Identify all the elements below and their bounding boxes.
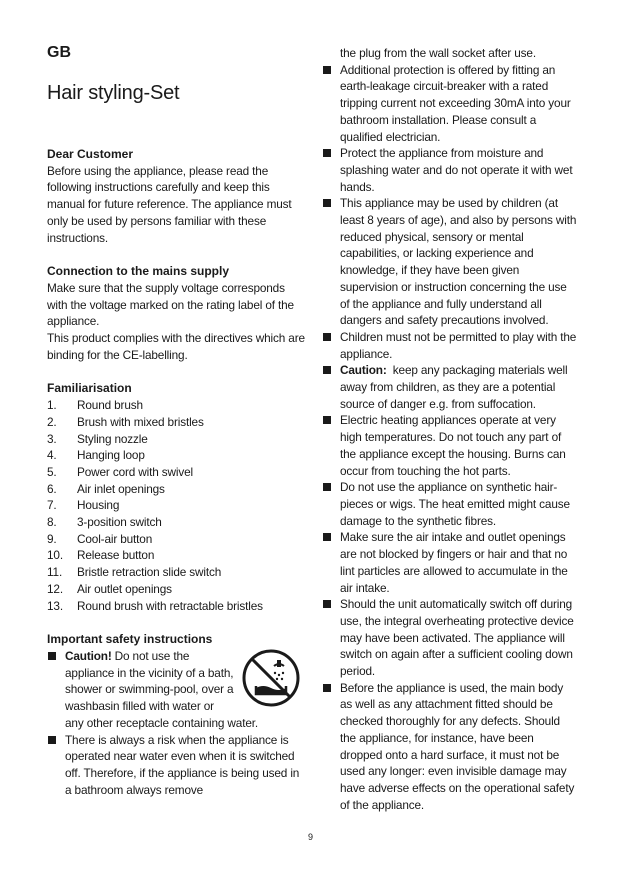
list-item: Before the appliance is used, the main body as well as any attachment fitted should be checked thoroughly for any defects. Should the appliance, for instance, have been dropped onto a hard surface, it must not be used any longer: even invisible damage may have adverse effects on the operational safety of the appliance. [322, 680, 577, 814]
list-item: 8. 3-position switch [47, 515, 162, 530]
bullet-square-icon [323, 149, 331, 157]
list-item: 11. Bristle retraction slide switch [47, 565, 222, 580]
list-item: 7. Housing [47, 498, 120, 513]
list-item: Protect the appliance from moisture and splashing water and do not operate it with wet hands. [322, 145, 577, 195]
language-code: GB [47, 44, 71, 61]
bullet-square-icon [323, 684, 331, 692]
dear-customer-heading: Dear Customer [47, 147, 134, 161]
right-column [322, 45, 577, 813]
bullet-square-icon [323, 66, 331, 74]
bullet-square-icon [48, 736, 56, 744]
bullet-square-icon [323, 416, 331, 424]
safety-section [47, 631, 305, 798]
mains-supply-section [47, 263, 305, 363]
familiarisation-heading: Familiarisation [47, 381, 132, 396]
safety-list-right [322, 62, 577, 814]
bullet-square-icon [323, 333, 331, 341]
list-item: Do not use the appliance on synthetic hair-pieces or wigs. The heat emitted might cause damage to the synthetic fibres. [322, 479, 577, 529]
no-water-warning-icon [241, 648, 301, 708]
caution-label: Caution! [65, 648, 112, 663]
list-item: Should the unit automatically switch off during use, the integral overheating protective device may have been activated. The appliance will switch on again after a sufficient cooling down period. [322, 596, 577, 680]
safety-list-left [47, 648, 305, 798]
bullet-square-icon [323, 199, 331, 207]
dear-customer-section [47, 146, 305, 246]
list-item: Caution! Do not use the appliance in the vicinity of a bath, shower or swimming-pool, over a washbasin filled with water or any other receptacle containing water. [47, 648, 305, 732]
page-title: Hair styling-Set [47, 82, 180, 104]
bullet-square-icon [323, 366, 331, 374]
list-item: 10. Release button [47, 548, 155, 563]
list-item: Additional protection is offered by fitting an earth-leakage circuit-breaker with a rated tripping current not exceeding 30mA into your bathroom installation. Please consult a qualified electrician. [322, 62, 577, 146]
list-item: 4. Hanging loop [47, 448, 145, 463]
list-item: Electric heating appliances operate at very high temperatures. Do not touch any part of the appliance except the housing. Burns can occur from touching the hot parts. [322, 412, 577, 479]
bullet-square-icon [323, 483, 331, 491]
list-item: Children must not be permitted to play with the appliance. [322, 329, 577, 362]
list-item: This appliance may be used by children (at least 8 years of age), and also by persons with reduced physical, sensory or mental capabilities, or lacking experience and knowledge, if they have been given supervision or instruction concerning the use of the appliance and fully understand all dangers and safety precautions involved. [322, 195, 577, 329]
continued-text: the plug from the wall socket after use. [340, 46, 536, 60]
bullet-square-icon [48, 652, 56, 660]
safety-heading: Important safety instructions [47, 632, 213, 647]
list-item: 9. Cool-air button [47, 531, 153, 546]
list-item: 1. Round brush [47, 398, 143, 413]
familiarisation-section [47, 380, 305, 614]
list-item: There is always a risk when the appliance is operated near water even when it is switched off. Therefore, if the appliance is being used in a bathroom always remove [47, 732, 305, 799]
list-item: Caution: keep any packaging materials well away from children, as they are a potential source of danger e.g. from suffocation. [322, 362, 577, 412]
list-item: 6. Air inlet openings [47, 481, 165, 496]
list-item: Make sure the air intake and outlet openings are not blocked by fingers or hair and that no lint particles are allowed to accumulate in the air intake. [322, 529, 577, 596]
mains-supply-heading: Connection to the mains supply [47, 264, 230, 279]
list-item: 5. Power cord with swivel [47, 464, 194, 479]
bullet-square-icon [323, 533, 331, 541]
bullet-square-icon [323, 600, 331, 608]
mains-supply-text: Make sure that the supply voltage corresponds with the voltage marked on the rating label of the appliance. [47, 280, 294, 329]
caution-label: Caution: [340, 363, 387, 378]
list-item: 3. Styling nozzle [47, 431, 148, 446]
list-item: 12. Air outlet openings [47, 581, 172, 596]
left-column [47, 43, 305, 798]
parts-list [47, 397, 305, 614]
dear-customer-text: Before using the appliance, please read the following instructions carefully and keep this manual for future reference. The appliance must only be used by persons familiar with these instructions. [47, 163, 292, 245]
list-item: 13. Round brush with retractable bristles [47, 598, 263, 613]
list-item: 2. Brush with mixed bristles [47, 414, 204, 429]
page-number: 9 [307, 832, 313, 842]
ce-labelling-text: This product complies with the directives which are binding for the CE-labelling. [47, 331, 305, 362]
